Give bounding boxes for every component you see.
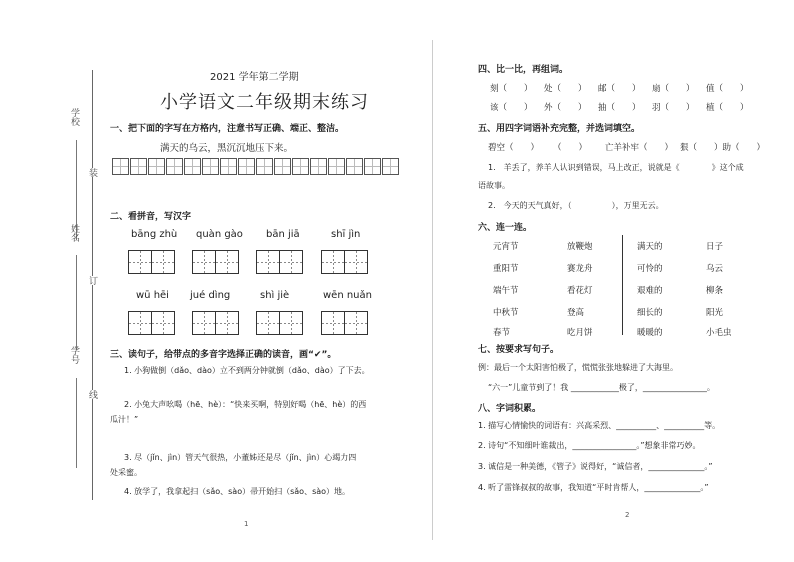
pinyin: wū hēi: [136, 290, 169, 301]
compare-item: 邮（ ）: [598, 84, 641, 94]
number-label: 学号: [69, 346, 79, 364]
question-text: 瓜汁！”: [110, 415, 139, 424]
match-item[interactable]: 赛龙舟: [567, 264, 593, 274]
grid-cell[interactable]: [292, 158, 309, 175]
grid-cell[interactable]: [166, 158, 183, 175]
question-text: 3. 尽（jǐn、jìn）管天气很热，小董姊还是尽（jǐn、jìn）心竭力四: [124, 453, 357, 462]
tianzi-box[interactable]: [192, 250, 239, 274]
pinyin: bāng zhù: [131, 229, 178, 240]
grid-cell[interactable]: [382, 158, 399, 175]
match-divider: [622, 235, 623, 335]
grid-cell[interactable]: [256, 158, 273, 175]
match-item[interactable]: 小毛虫: [706, 328, 732, 338]
copy-sentence: 满天的乌云，黑沉沉地压下来。: [160, 143, 294, 154]
section-5-heading: 五、用四字词语补充完整，并选词填空。: [478, 124, 641, 134]
binding-xian: 线: [87, 390, 97, 399]
match-item[interactable]: 暖暖的: [637, 328, 663, 338]
question-text: 1. 小狗做倒（dǎo、dào）立不到两分钟就倒（dǎo、dào）了下去。: [124, 366, 370, 375]
question-text: 4. 听了雷锋叔叔的故事，我知道“平时肯帮人，______________。”: [478, 483, 709, 492]
question-text: 2. 诗句“不知细叶谁裁出，________________。”想象非常巧妙。: [478, 441, 701, 450]
term-label: 2021 学年第二学期: [210, 72, 299, 83]
grid-cell[interactable]: [148, 158, 165, 175]
tianzi-box[interactable]: [321, 250, 368, 274]
question-text: “六一”儿童节到了！我 ____________极了，________________。: [488, 383, 715, 392]
compare-item: 值（ ）: [706, 84, 749, 94]
binding-zhuang: 装: [87, 168, 97, 177]
compare-item: 外（ ）: [544, 103, 587, 113]
tianzi-box[interactable]: [321, 311, 368, 335]
question-text: 1. 羊丢了，养羊人认识到错误，马上改正，说就是《 》这个成: [488, 163, 744, 172]
match-item[interactable]: 可怜的: [637, 264, 663, 274]
pinyin: shì jiè: [260, 290, 290, 301]
name-label: 姓名: [69, 224, 79, 242]
match-item[interactable]: 端午节: [493, 286, 519, 296]
grid-cell[interactable]: [130, 158, 147, 175]
grid-cell[interactable]: [310, 158, 327, 175]
compare-item: 扇（ ）: [652, 84, 695, 94]
pinyin: wēn nuǎn: [323, 290, 372, 301]
compare-item: 羽（ ）: [652, 103, 695, 113]
match-item[interactable]: 元宵节: [493, 242, 519, 252]
tianzi-box[interactable]: [256, 250, 303, 274]
idiom-blank: （ ）: [553, 143, 588, 153]
grid-cell[interactable]: [220, 158, 237, 175]
section-7-heading: 七、按要求写句子。: [478, 345, 560, 355]
compare-item: 该（ ）: [490, 103, 533, 113]
match-item[interactable]: 柳条: [706, 286, 724, 296]
match-item[interactable]: 乌云: [706, 264, 724, 274]
match-item[interactable]: 重阳节: [493, 264, 519, 274]
question-text: 4. 放学了，我拿起扫（sǎo、sào）帚开始扫（sǎo、sào）地。: [124, 487, 351, 496]
section-4-heading: 四、比一比，再组词。: [478, 65, 569, 75]
writing-grid: [112, 158, 400, 175]
number-rule: [76, 378, 77, 468]
section-3-heading: 三、读句子，给带点的多音字选择正确的读音，画“✔”。: [110, 350, 337, 360]
pinyin: quàn gào: [196, 229, 243, 240]
compare-item: 处（ ）: [544, 84, 587, 94]
binding-ding: 订: [87, 276, 97, 285]
match-item[interactable]: 艰难的: [637, 286, 663, 296]
question-text: 语故事。: [478, 181, 510, 190]
grid-cell[interactable]: [112, 158, 129, 175]
match-item[interactable]: 细长的: [637, 308, 663, 318]
idiom-blank: 碧空（ ）: [488, 143, 540, 153]
grid-cell[interactable]: [274, 158, 291, 175]
binding-line: [92, 70, 93, 500]
pinyin: jué dìng: [190, 290, 231, 301]
grid-cell[interactable]: [328, 158, 345, 175]
question-text: 3. 诚信是一种美德，《管子》说得好，“诚信者，______________。”: [478, 462, 713, 471]
match-item[interactable]: 放鞭炮: [567, 242, 593, 252]
grid-cell[interactable]: [202, 158, 219, 175]
idiom-blank: 亡羊补牢（ ）: [605, 143, 674, 153]
grid-cell[interactable]: [184, 158, 201, 175]
name-rule: [76, 255, 77, 350]
grid-cell[interactable]: [238, 158, 255, 175]
match-item[interactable]: 吃月饼: [567, 328, 593, 338]
section-6-heading: 六、连一连。: [478, 223, 533, 233]
page-divider: [432, 40, 433, 540]
compare-item: 刻（ ）: [490, 84, 533, 94]
match-item[interactable]: 春节: [493, 328, 511, 338]
match-item[interactable]: 中秋节: [493, 308, 519, 318]
grid-cell[interactable]: [346, 158, 363, 175]
pinyin: bān jiā: [266, 229, 300, 240]
question-text: 处采蜜。: [110, 468, 142, 477]
compare-item: 抽（ ）: [598, 103, 641, 113]
section-2-heading: 二、看拼音，写汉字: [110, 212, 192, 222]
match-item[interactable]: 登高: [567, 308, 585, 318]
school-label: 学校: [69, 108, 79, 126]
page-number: 2: [625, 511, 630, 519]
page-number: 1: [244, 520, 249, 528]
question-text: 2. 小兔大声吆喝（hē、hè）：“快来买啊，特别好喝（hē、hè）的西: [124, 400, 367, 409]
example-text: 例：最后一个太阳害怕极了，慌慌张张地躲进了大海里。: [478, 363, 678, 372]
match-item[interactable]: 满天的: [637, 242, 663, 252]
tianzi-box[interactable]: [128, 311, 175, 335]
match-item[interactable]: 看花灯: [567, 286, 593, 296]
question-text: 2. 今天的天气真好，（ ），万里无云。: [488, 201, 664, 210]
section-8-heading: 八、字词积累。: [478, 404, 542, 414]
tianzi-box[interactable]: [192, 311, 239, 335]
match-item[interactable]: 日子: [706, 242, 724, 252]
match-item[interactable]: 阳光: [706, 308, 724, 318]
pinyin: shī jìn: [331, 229, 361, 240]
idiom-blank: 狠（ ）助（ ）: [680, 143, 766, 153]
tianzi-box[interactable]: [128, 250, 175, 274]
tianzi-box[interactable]: [256, 311, 303, 335]
grid-cell[interactable]: [364, 158, 381, 175]
section-1-heading: 一、把下面的字写在方格内，注意书写正确、端正、整洁。: [110, 124, 345, 134]
page-title: 小学语文二年级期末练习: [160, 92, 369, 113]
question-text: 1. 描写心情愉快的词语有：兴高采烈、__________、__________等。: [478, 421, 721, 430]
compare-item: 植（ ）: [706, 103, 749, 113]
